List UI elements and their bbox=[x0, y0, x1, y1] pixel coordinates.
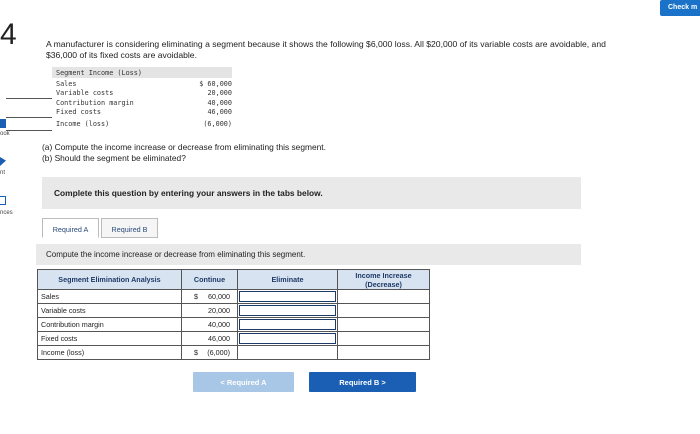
column-header-analysis: Segment Elimination Analysis bbox=[38, 270, 182, 290]
income-row-label: Fixed costs bbox=[56, 108, 102, 116]
dollar-sign: $ bbox=[194, 348, 198, 357]
eliminate-input[interactable] bbox=[239, 305, 336, 316]
subtotal-rule bbox=[6, 117, 52, 118]
eliminate-total bbox=[239, 347, 336, 358]
row-label: Variable costs bbox=[38, 304, 182, 318]
question-parts bbox=[42, 142, 326, 164]
panel-instructions-text: Compute the income increase or decrease from eliminating this segment. bbox=[46, 250, 306, 259]
row-label: Income (loss) bbox=[38, 346, 182, 360]
tab-required-b[interactable]: Required B bbox=[101, 218, 158, 238]
instructions-banner bbox=[42, 177, 581, 209]
table-row bbox=[38, 346, 430, 360]
income-statement-header: Segment Income (Loss) bbox=[52, 67, 232, 78]
next-required-b-button[interactable]: Required B > bbox=[309, 372, 416, 392]
income-change-total bbox=[339, 347, 428, 358]
income-change-cell bbox=[338, 332, 430, 346]
row-label: Sales bbox=[38, 290, 182, 304]
income-change-value bbox=[339, 333, 428, 344]
column-header-eliminate: Eliminate bbox=[238, 270, 338, 290]
references-icon[interactable] bbox=[0, 196, 6, 205]
continue-cell bbox=[182, 304, 238, 318]
dollar-sign: $ bbox=[194, 292, 198, 301]
book-icon[interactable] bbox=[0, 119, 6, 128]
income-row-value: 20,000 bbox=[207, 89, 232, 97]
instructions-text: Complete this question by entering your answers in the tabs below. bbox=[54, 188, 323, 198]
income-row-value: (6,000) bbox=[203, 120, 232, 128]
income-statement-row bbox=[52, 89, 232, 98]
check-my-work-button[interactable]: Check m bbox=[660, 0, 700, 16]
tab-required-a[interactable]: Required A bbox=[42, 218, 99, 238]
income-row-label: Contribution margin bbox=[56, 99, 134, 107]
income-statement-row bbox=[52, 108, 232, 117]
income-change-cell bbox=[338, 346, 430, 360]
income-change-value bbox=[339, 291, 428, 302]
prev-required-a-button[interactable]: < Required A bbox=[193, 372, 294, 392]
table-row bbox=[38, 290, 430, 304]
continue-value: 46,000 bbox=[208, 334, 230, 343]
table-header-row bbox=[38, 270, 430, 290]
income-change-cell bbox=[338, 318, 430, 332]
eliminate-cell bbox=[238, 346, 338, 360]
income-row-label: Sales bbox=[56, 80, 77, 88]
continue-cell bbox=[182, 318, 238, 332]
income-row-label: Income (loss) bbox=[56, 120, 110, 128]
income-statement-row bbox=[52, 120, 232, 129]
eliminate-cell bbox=[238, 318, 338, 332]
question-a: (a) Compute the income increase or decrease from eliminating this segment. bbox=[42, 142, 326, 152]
left-sidebar bbox=[0, 0, 12, 434]
eliminate-cell bbox=[238, 290, 338, 304]
total-rule bbox=[6, 130, 52, 131]
sidebar-references-label[interactable]: nces bbox=[0, 210, 13, 216]
sidebar-book-label[interactable]: ook bbox=[0, 131, 10, 137]
income-change-cell bbox=[338, 290, 430, 304]
income-row-value: 46,000 bbox=[207, 108, 232, 116]
income-statement-row bbox=[52, 99, 232, 108]
income-statement-row bbox=[52, 80, 232, 89]
panel-instructions bbox=[36, 244, 581, 265]
eliminate-input[interactable] bbox=[239, 333, 336, 344]
column-header-income-change: Income Increase (Decrease) bbox=[338, 270, 430, 290]
income-change-value bbox=[339, 319, 428, 330]
continue-cell bbox=[182, 332, 238, 346]
income-row-value: $ 60,000 bbox=[199, 80, 232, 88]
table-row bbox=[38, 304, 430, 318]
continue-value: (6,000) bbox=[207, 348, 230, 357]
question-b: (b) Should the segment be eliminated? bbox=[42, 153, 186, 163]
subtotal-rule bbox=[6, 98, 52, 99]
eliminate-cell bbox=[238, 332, 338, 346]
continue-value: 20,000 bbox=[208, 306, 230, 315]
row-label: Contribution margin bbox=[38, 318, 182, 332]
income-change-value bbox=[339, 305, 428, 316]
income-row-value: 40,000 bbox=[207, 99, 232, 107]
question-number: 4 bbox=[0, 18, 17, 51]
hint-icon[interactable] bbox=[0, 157, 6, 166]
eliminate-input[interactable] bbox=[239, 319, 336, 330]
eliminate-input[interactable] bbox=[239, 291, 336, 302]
column-header-continue: Continue bbox=[182, 270, 238, 290]
segment-elimination-table bbox=[37, 269, 430, 360]
table-row bbox=[38, 332, 430, 346]
income-change-cell bbox=[338, 304, 430, 318]
table-row bbox=[38, 318, 430, 332]
continue-value: 40,000 bbox=[208, 320, 230, 329]
continue-cell bbox=[182, 290, 238, 304]
problem-intro: A manufacturer is considering eliminating a segment because it shows the following $6,000 loss. All $20,000 of its variable costs are avoidable, and $36,000 of its fixed costs are avoidable. bbox=[46, 39, 606, 60]
row-label: Fixed costs bbox=[38, 332, 182, 346]
continue-cell bbox=[182, 346, 238, 360]
eliminate-cell bbox=[238, 304, 338, 318]
continue-value: 60,000 bbox=[208, 292, 230, 301]
income-row-label: Variable costs bbox=[56, 89, 114, 97]
sidebar-hint-label[interactable]: nt bbox=[0, 170, 6, 176]
